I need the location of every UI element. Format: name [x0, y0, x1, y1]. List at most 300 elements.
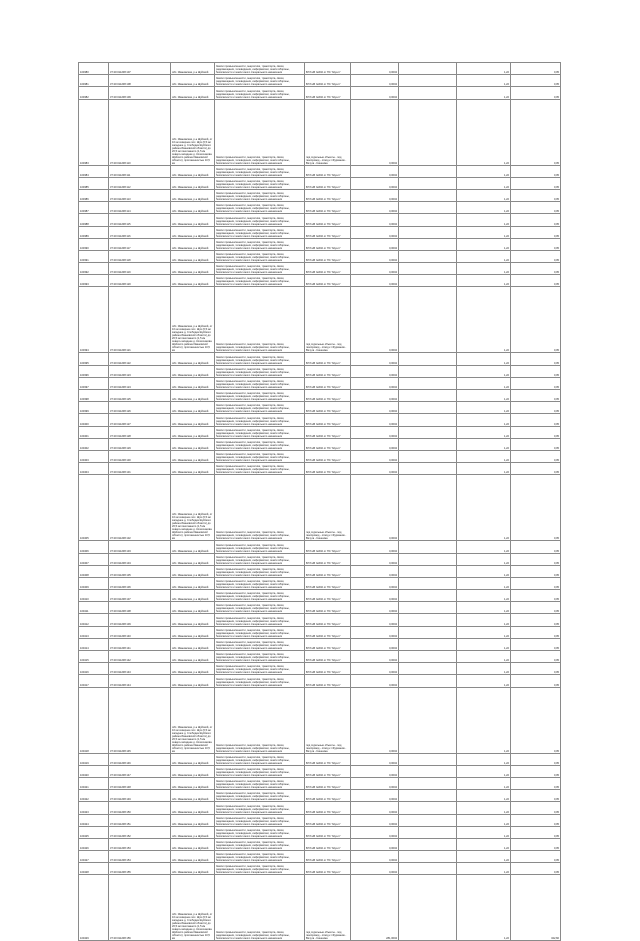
tax-amount: 0,05: [511, 189, 561, 201]
cadastral-number: 37:20:011208:125: [109, 390, 171, 402]
table-row: [79, 377, 561, 389]
permitted-use: ВЛ 6 кВ №602 от ПС "Шуя-1": [305, 414, 351, 426]
rate: 1,22: [457, 463, 511, 475]
area: 0,0004: [351, 802, 399, 814]
area: 0,0004: [351, 287, 399, 353]
location: обл. Ивановская, р-н Шуйский: [171, 414, 215, 426]
location: обл. Ивановская, р-н Шуйский: [171, 638, 215, 650]
permitted-use: ВЛ 6 кВ №602 от ПС "Шуя-1": [305, 602, 351, 614]
area: 0,0004: [351, 577, 399, 589]
cadastral-number: 37:20:011208:115: [109, 214, 171, 226]
empty-cell: [399, 250, 457, 262]
cadastral-number: 37:20:011208:156: [109, 875, 171, 941]
empty-cell: [399, 626, 457, 638]
tax-amount: 0,05: [511, 553, 561, 565]
cadastral-number: 37:20:011208:134: [109, 553, 171, 565]
permitted-use: ВЛ 6 кВ №602 от ПС "Шуя-1": [305, 202, 351, 214]
tax-amount: 0,05: [511, 675, 561, 687]
empty-cell: [399, 651, 457, 663]
area: 0,0004: [351, 414, 399, 426]
tax-amount: 0,05: [511, 663, 561, 675]
location: обл. Ивановская, р-н Шуйский, от 10 км севернее пос. Шуя (0,5 км западнее д. Слободка Шуйского района Ивановской области) до 20,5 км пикетажного (1,5 км северо-западнее д. Колесникова Шуйского района Ивановской области), протяженностью 10,5 км: [171, 475, 215, 541]
table-row: [79, 541, 561, 553]
tax-amount: 0,05: [511, 638, 561, 650]
cadastral-number: 37:20:011208:108: [109, 75, 171, 87]
rate: 1,22: [457, 875, 511, 941]
area: 0,0004: [351, 614, 399, 626]
land-category: Земли промышленности, энергетики, транспорта, связи, радиовещания, телевидения, информатики, земли обороны, безопасности и земли иного специального назначения: [215, 777, 305, 789]
permitted-use: ВЛ 6 кВ №602 от ПС "Шуя-1": [305, 463, 351, 475]
location: обл. Ивановская, р-н Шуйский: [171, 87, 215, 99]
empty-cell: [399, 238, 457, 250]
area: 0,0004: [351, 214, 399, 226]
row-id: 100416: [79, 663, 109, 675]
empty-cell: [399, 863, 457, 875]
row-id: 100414: [79, 638, 109, 650]
land-category: Земли промышленности, энергетики, транспорта, связи, радиовещания, телевидения, информатики, земли обороны, безопасности и земли иного специального назначения: [215, 651, 305, 663]
land-category: Земли промышленности, энергетики, транспорта, связи, радиовещания, телевидения, информатики, земли обороны, безопасности и земли иного специального назначения: [215, 263, 305, 275]
tax-amount: 0,05: [511, 450, 561, 462]
ledger-table: [78, 62, 561, 941]
area: 0,0004: [351, 365, 399, 377]
area: 0,0004: [351, 438, 399, 450]
table-row: [79, 189, 561, 201]
rate: 1,22: [457, 377, 511, 389]
location: обл. Ивановская, р-н Шуйский: [171, 226, 215, 238]
rate: 1,22: [457, 565, 511, 577]
tax-amount: 0,05: [511, 438, 561, 450]
area: 0,0004: [351, 663, 399, 675]
permitted-use: ВЛ 6 кВ №602 от ПС "Шуя-1": [305, 765, 351, 777]
area: 0,0004: [351, 189, 399, 201]
land-category: Земли промышленности, энергетики, транспорта, связи, радиовещания, телевидения, информатики, земли обороны, безопасности и земли иного специального назначения: [215, 402, 305, 414]
area: 0,0004: [351, 553, 399, 565]
location: обл. Ивановская, р-н Шуйский: [171, 863, 215, 875]
cadastral-number: 37:20:011208:121: [109, 287, 171, 353]
cadastral-number: 37:20:011208:107: [109, 63, 171, 75]
cadastral-number: 37:20:011208:146: [109, 753, 171, 765]
land-category: Земли промышленности, энергетики, транспорта, связи, радиовещания, телевидения, информатики, земли обороны, безопасности и земли иного специального назначения: [215, 377, 305, 389]
empty-cell: [399, 565, 457, 577]
area: 0,0004: [351, 63, 399, 75]
land-category: Земли промышленности, энергетики, транспорта, связи, радиовещания, телевидения, информатики, земли обороны, безопасности и земли иного специального назначения: [215, 365, 305, 377]
permitted-use: ВЛ 6 кВ №602 от ПС "Шуя-1": [305, 675, 351, 687]
location: обл. Ивановская, р-н Шуйский: [171, 675, 215, 687]
table-row: [79, 287, 561, 353]
tax-amount: 0,05: [511, 590, 561, 602]
permitted-use: ВЛ 6 кВ №602 от ПС "Шуя-1": [305, 590, 351, 602]
location: обл. Ивановская, р-н Шуйский: [171, 75, 215, 87]
empty-cell: [399, 214, 457, 226]
rate: 1,22: [457, 226, 511, 238]
area: 281,0004: [351, 875, 399, 941]
location: обл. Ивановская, р-н Шуйский: [171, 263, 215, 275]
location: обл. Ивановская, р-н Шуйский: [171, 63, 215, 75]
rate: 1,22: [457, 590, 511, 602]
location: обл. Ивановская, р-н Шуйский: [171, 353, 215, 365]
rate: 1,22: [457, 638, 511, 650]
cadastral-number: 37:20:011208:152: [109, 826, 171, 838]
row-id: 100429: [79, 875, 109, 941]
cadastral-number: 37:20:011208:128: [109, 426, 171, 438]
row-id: 100389: [79, 226, 109, 238]
rate: 1,22: [457, 426, 511, 438]
rate: 1,22: [457, 765, 511, 777]
tax-amount: 0,05: [511, 353, 561, 365]
row-id: 100381: [79, 75, 109, 87]
land-category: Земли промышленности, энергетики, транспорта, связи, радиовещания, телевидения, информатики, земли обороны, безопасности и земли иного специального назначения: [215, 826, 305, 838]
rate: 1,22: [457, 390, 511, 402]
tax-amount: 0,05: [511, 390, 561, 402]
table-row: [79, 438, 561, 450]
cadastral-number: 37:20:011208:123: [109, 365, 171, 377]
empty-cell: [399, 802, 457, 814]
rate: 1,22: [457, 189, 511, 201]
empty-cell: [399, 663, 457, 675]
rate: 1,22: [457, 753, 511, 765]
land-category: Земли промышленности, энергетики, транспорта, связи, радиовещания, телевидения, информатики, земли обороны, безопасности и земли иного специального назначения: [215, 663, 305, 675]
area: 0,0004: [351, 475, 399, 541]
tax-amount: 0,05: [511, 177, 561, 189]
location: обл. Ивановская, р-н Шуйский, от 10 км севернее пос. Шуя (0,5 км западнее д. Слободка Шуйского района Ивановской области) до 20,5 км пикетажного (1,5 км северо-западнее д. Колесникова Шуйского района Ивановской области), протяженностью 10,5 км: [171, 99, 215, 165]
permitted-use: ВЛ 6 кВ №602 от ПС "Шуя-1": [305, 402, 351, 414]
row-id: 100386: [79, 189, 109, 201]
empty-cell: [399, 475, 457, 541]
table-row: [79, 863, 561, 875]
location: обл. Ивановская, р-н Шуйский: [171, 214, 215, 226]
table-row: [79, 814, 561, 826]
permitted-use: ВЛ 6 кВ №602 от ПС "Шуя-1": [305, 226, 351, 238]
land-category: Земли промышленности, энергетики, транспорта, связи, радиовещания, телевидения, информатики, земли обороны, безопасности и земли иного специального назначения: [215, 438, 305, 450]
land-category: Земли промышленности, энергетики, транспорта, связи, радиовещания, телевидения, информатики, земли обороны, безопасности и земли иного специального назначения: [215, 851, 305, 863]
empty-cell: [399, 99, 457, 165]
empty-cell: [399, 553, 457, 565]
empty-cell: [399, 202, 457, 214]
permitted-use: ВЛ 6 кВ №602 от ПС "Шуя-1": [305, 438, 351, 450]
row-id: 100401: [79, 426, 109, 438]
permitted-use: ВЛ 6 кВ №602 от ПС "Шуя-1": [305, 214, 351, 226]
tax-amount: 0,05: [511, 602, 561, 614]
rate: 1,22: [457, 75, 511, 87]
row-id: 100426: [79, 838, 109, 850]
tax-amount: 0,05: [511, 790, 561, 802]
tax-amount: 0,05: [511, 414, 561, 426]
permitted-use: ВЛ 6 кВ №602 от ПС "Шуя-1": [305, 753, 351, 765]
location: обл. Ивановская, р-н Шуйский: [171, 814, 215, 826]
location: обл. Ивановская, р-н Шуйский: [171, 765, 215, 777]
tax-amount: 0,05: [511, 777, 561, 789]
table-row: [79, 426, 561, 438]
empty-cell: [399, 765, 457, 777]
row-id: 100406: [79, 541, 109, 553]
empty-cell: [399, 75, 457, 87]
land-category: Земли промышленности, энергетики, транспорта, связи, радиовещания, телевидения, информатики, земли обороны, безопасности и земли иного специального назначения: [215, 590, 305, 602]
rate: 1,22: [457, 851, 511, 863]
empty-cell: [399, 463, 457, 475]
rate: 1,22: [457, 777, 511, 789]
cadastral-number: 37:20:011208:124: [109, 377, 171, 389]
table-row: [79, 414, 561, 426]
location: обл. Ивановская, р-н Шуйский: [171, 250, 215, 262]
empty-cell: [399, 63, 457, 75]
permitted-use: ВЛ 6 кВ №602 от ПС "Шуя-1": [305, 614, 351, 626]
empty-cell: [399, 826, 457, 838]
permitted-use: ВЛ 6 кВ №602 от ПС "Шуя-1": [305, 553, 351, 565]
rate: 1,22: [457, 202, 511, 214]
rate: 1,22: [457, 414, 511, 426]
table-row: [79, 214, 561, 226]
cadastral-number: 37:20:011208:149: [109, 790, 171, 802]
tax-amount: 0,05: [511, 287, 561, 353]
table-row: [79, 390, 561, 402]
land-category: Земли промышленности, энергетики, транспорта, связи, радиовещания, телевидения, информатики, земли обороны, безопасности и земли иного специального назначения: [215, 450, 305, 462]
table-row: [79, 63, 561, 75]
location: обл. Ивановская, р-н Шуйский: [171, 838, 215, 850]
area: 0,0004: [351, 177, 399, 189]
tax-amount: 0,05: [511, 426, 561, 438]
cadastral-number: 37:20:011208:112: [109, 177, 171, 189]
permitted-use: ВЛ 6 кВ №602 от ПС "Шуя-1": [305, 63, 351, 75]
permitted-use: под отдельные объекты - под газопровод - отвод к г.Фурманов - Вичуга - Кинешма: [305, 99, 351, 165]
land-category: Земли промышленности, энергетики, транспорта, связи, радиовещания, телевидения, информатики, земли обороны, безопасности и земли иного специального назначения: [215, 275, 305, 287]
row-id: 100417: [79, 675, 109, 687]
empty-cell: [399, 675, 457, 687]
cadastral-number: 37:20:011208:127: [109, 414, 171, 426]
location: обл. Ивановская, р-н Шуйский: [171, 614, 215, 626]
empty-cell: [399, 590, 457, 602]
rate: 1,22: [457, 790, 511, 802]
ledger-body: [79, 63, 561, 941]
location: обл. Ивановская, р-н Шуйский, от 10 км севернее пос. Шуя (0,5 км западнее д. Слободка Шуйского района Ивановской области) до 20,5 км пикетажного (1,5 км северо-западнее д. Колесникова Шуйского района Ивановской области), протяженностью 10,5 км: [171, 687, 215, 753]
tax-amount: 0,05: [511, 275, 561, 287]
rate: 1,22: [457, 826, 511, 838]
location: обл. Ивановская, р-н Шуйский: [171, 426, 215, 438]
rate: 1,22: [457, 438, 511, 450]
land-category: Земли промышленности, энергетики, транспорта, связи, радиовещания, телевидения, информатики, земли обороны, безопасности и земли иного специального назначения: [215, 250, 305, 262]
cadastral-number: 37:20:011208:122: [109, 353, 171, 365]
area: 0,0004: [351, 826, 399, 838]
row-id: 100397: [79, 377, 109, 389]
table-row: [79, 177, 561, 189]
empty-cell: [399, 165, 457, 177]
cadastral-number: 37:20:011208:111: [109, 165, 171, 177]
permitted-use: ВЛ 6 кВ №602 от ПС "Шуя-1": [305, 238, 351, 250]
area: 0,0004: [351, 99, 399, 165]
cadastral-number: 37:20:011208:131: [109, 463, 171, 475]
row-id: 100425: [79, 826, 109, 838]
land-category: Земли промышленности, энергетики, транспорта, связи, радиовещания, телевидения, информатики, земли обороны, безопасности и земли иного специального назначения: [215, 353, 305, 365]
row-id: 100420: [79, 765, 109, 777]
table-row: [79, 687, 561, 753]
tax-amount: 0,05: [511, 765, 561, 777]
empty-cell: [399, 875, 457, 941]
rate: 1,22: [457, 165, 511, 177]
permitted-use: ВЛ 6 кВ №602 от ПС "Шуя-1": [305, 814, 351, 826]
empty-cell: [399, 790, 457, 802]
area: 0,0004: [351, 626, 399, 638]
permitted-use: ВЛ 6 кВ №602 от ПС "Шуя-1": [305, 626, 351, 638]
rate: 1,22: [457, 651, 511, 663]
permitted-use: ВЛ 6 кВ №602 от ПС "Шуя-1": [305, 851, 351, 863]
tax-amount: 0,05: [511, 63, 561, 75]
rate: 1,22: [457, 402, 511, 414]
empty-cell: [399, 838, 457, 850]
land-category: Земли промышленности, энергетики, транспорта, связи, радиовещания, телевидения, информатики, земли обороны, безопасности и земли иного специального назначения: [215, 863, 305, 875]
cadastral-number: 37:20:011208:130: [109, 450, 171, 462]
permitted-use: ВЛ 6 кВ №602 от ПС "Шуя-1": [305, 75, 351, 87]
row-id: 100423: [79, 802, 109, 814]
rate: 1,22: [457, 838, 511, 850]
permitted-use: ВЛ 6 кВ №602 от ПС "Шуя-1": [305, 377, 351, 389]
rate: 1,22: [457, 602, 511, 614]
permitted-use: ВЛ 6 кВ №602 от ПС "Шуя-1": [305, 87, 351, 99]
table-row: [79, 402, 561, 414]
location: обл. Ивановская, р-н Шуйский: [171, 238, 215, 250]
empty-cell: [399, 87, 457, 99]
tax-amount: 0,05: [511, 626, 561, 638]
empty-cell: [399, 541, 457, 553]
rate: 1,22: [457, 577, 511, 589]
table-row: [79, 753, 561, 765]
location: обл. Ивановская, р-н Шуйский: [171, 402, 215, 414]
land-category: Земли промышленности, энергетики, транспорта, связи, радиовещания, телевидения, информатики, земли обороны, безопасности и земли иного специального назначения: [215, 541, 305, 553]
table-row: [79, 838, 561, 850]
empty-cell: [399, 602, 457, 614]
land-category: Земли промышленности, энергетики, транспорта, связи, радиовещания, телевидения, информатики, земли обороны, безопасности и земли иного специального назначения: [215, 189, 305, 201]
cadastral-number: 37:20:011208:118: [109, 250, 171, 262]
row-id: 100380: [79, 63, 109, 75]
location: обл. Ивановская, р-н Шуйский: [171, 463, 215, 475]
land-category: Земли промышленности, энергетики, транспорта, связи, радиовещания, телевидения, информатики, земли обороны, безопасности и земли иного специального назначения: [215, 814, 305, 826]
cadastral-number: 37:20:011208:109: [109, 87, 171, 99]
table-row: [79, 75, 561, 87]
table-row: [79, 602, 561, 614]
cadastral-number: 37:20:011208:151: [109, 814, 171, 826]
location: обл. Ивановская, р-н Шуйский: [171, 565, 215, 577]
table-row: [79, 663, 561, 675]
area: 0,0004: [351, 426, 399, 438]
table-row: [79, 651, 561, 663]
land-category: Земли промышленности, энергетики, транспорта, связи, радиовещания, телевидения, информатики, земли обороны, безопасности и земли иного специального назначения: [215, 177, 305, 189]
table-row: [79, 226, 561, 238]
empty-cell: [399, 263, 457, 275]
land-category: Земли промышленности, энергетики, транспорта, связи, радиовещания, телевидения, информатики, земли обороны, безопасности и земли иного специального назначения: [215, 802, 305, 814]
table-row: [79, 626, 561, 638]
location: обл. Ивановская, р-н Шуйский: [171, 826, 215, 838]
land-category: Земли промышленности, энергетики, транспорта, связи, радиовещания, телевидения, информатики, земли обороны, безопасности и земли иного специального назначения: [215, 577, 305, 589]
empty-cell: [399, 226, 457, 238]
cadastral-number: 37:20:011208:132: [109, 475, 171, 541]
rate: 1,22: [457, 99, 511, 165]
land-category: Земли промышленности, энергетики, транспорта, связи, радиовещания, телевидения, информатики, земли обороны, безопасности и земли иного специального назначения: [215, 565, 305, 577]
row-id: 100396: [79, 365, 109, 377]
table-row: [79, 263, 561, 275]
area: 0,0004: [351, 402, 399, 414]
area: 0,0004: [351, 590, 399, 602]
area: 0,0004: [351, 353, 399, 365]
area: 0,0004: [351, 165, 399, 177]
table-row: [79, 87, 561, 99]
permitted-use: ВЛ 6 кВ №602 от ПС "Шуя-1": [305, 450, 351, 462]
area: 0,0004: [351, 202, 399, 214]
location: обл. Ивановская, р-н Шуйский: [171, 438, 215, 450]
table-row: [79, 577, 561, 589]
tax-amount: 0,05: [511, 577, 561, 589]
cadastral-number: 37:20:011208:119: [109, 263, 171, 275]
cadastral-number: 37:20:011208:113: [109, 189, 171, 201]
table-row: [79, 565, 561, 577]
row-id: 100384: [79, 165, 109, 177]
row-id: 100407: [79, 553, 109, 565]
cadastral-number: 37:20:011208:110: [109, 99, 171, 165]
area: 0,0004: [351, 390, 399, 402]
area: 0,0004: [351, 463, 399, 475]
permitted-use: ВЛ 6 кВ №602 от ПС "Шуя-1": [305, 365, 351, 377]
table-row: [79, 99, 561, 165]
tax-amount: 0,05: [511, 687, 561, 753]
cadastral-number: 37:20:011208:143: [109, 663, 171, 675]
area: 0,0004: [351, 275, 399, 287]
cadastral-number: 37:20:011208:117: [109, 238, 171, 250]
table-row: [79, 353, 561, 365]
permitted-use: под отдельные объекты - под газопровод - отвод к г.Фурманов - Вичуга - Кинешма: [305, 287, 351, 353]
tax-amount: 0,05: [511, 651, 561, 663]
rate: 1,22: [457, 675, 511, 687]
permitted-use: ВЛ 6 кВ №602 от ПС "Шуя-1": [305, 541, 351, 553]
rate: 1,22: [457, 541, 511, 553]
empty-cell: [399, 438, 457, 450]
area: 0,0004: [351, 450, 399, 462]
location: обл. Ивановская, р-н Шуйский, от 10 км севернее пос. Шуя (0,5 км западнее д. Слободка Шуйского района Ивановской области) до 20,5 км пикетажного (1,5 км северо-западнее д. Колесникова Шуйского района Ивановской области), протяженностью 10,5 км: [171, 287, 215, 353]
area: 0,0004: [351, 87, 399, 99]
row-id: 100394: [79, 287, 109, 353]
area: 0,0004: [351, 263, 399, 275]
permitted-use: ВЛ 6 кВ №602 от ПС "Шуя-1": [305, 802, 351, 814]
rate: 1,22: [457, 353, 511, 365]
table-row: [79, 202, 561, 214]
tax-amount: 0,05: [511, 87, 561, 99]
row-id: 100398: [79, 390, 109, 402]
permitted-use: ВЛ 6 кВ №602 от ПС "Шуя-1": [305, 390, 351, 402]
row-id: 100411: [79, 602, 109, 614]
empty-cell: [399, 365, 457, 377]
cadastral-number: 37:20:011208:135: [109, 565, 171, 577]
area: 0,0004: [351, 602, 399, 614]
row-id: 100418: [79, 687, 109, 753]
permitted-use: под отдельные объекты - под газопровод - отвод к г.Фурманов - Вичуга - Кинешма: [305, 875, 351, 941]
location: обл. Ивановская, р-н Шуйский: [171, 365, 215, 377]
empty-cell: [399, 577, 457, 589]
empty-cell: [399, 687, 457, 753]
location: обл. Ивановская, р-н Шуйский: [171, 753, 215, 765]
area: 0,0004: [351, 814, 399, 826]
row-id: 100385: [79, 177, 109, 189]
rate: 1,22: [457, 250, 511, 262]
location: обл. Ивановская, р-н Шуйский: [171, 851, 215, 863]
land-category: Земли промышленности, энергетики, транспорта, связи, радиовещания, телевидения, информатики, земли обороны, безопасности и земли иного специального назначения: [215, 202, 305, 214]
permitted-use: ВЛ 6 кВ №602 от ПС "Шуя-1": [305, 577, 351, 589]
tax-amount: 0,05: [511, 463, 561, 475]
location: обл. Ивановская, р-н Шуйский: [171, 177, 215, 189]
cadastral-number: 37:20:011208:150: [109, 802, 171, 814]
cadastral-number: 37:20:011208:154: [109, 851, 171, 863]
land-category: Земли промышленности, энергетики, транспорта, связи, радиовещания, телевидения, информатики, земли обороны, безопасности и земли иного специального назначения: [215, 463, 305, 475]
empty-cell: [399, 275, 457, 287]
permitted-use: ВЛ 6 кВ №602 от ПС "Шуя-1": [305, 663, 351, 675]
rate: 1,22: [457, 663, 511, 675]
tax-amount: 0,05: [511, 753, 561, 765]
table-row: [79, 826, 561, 838]
